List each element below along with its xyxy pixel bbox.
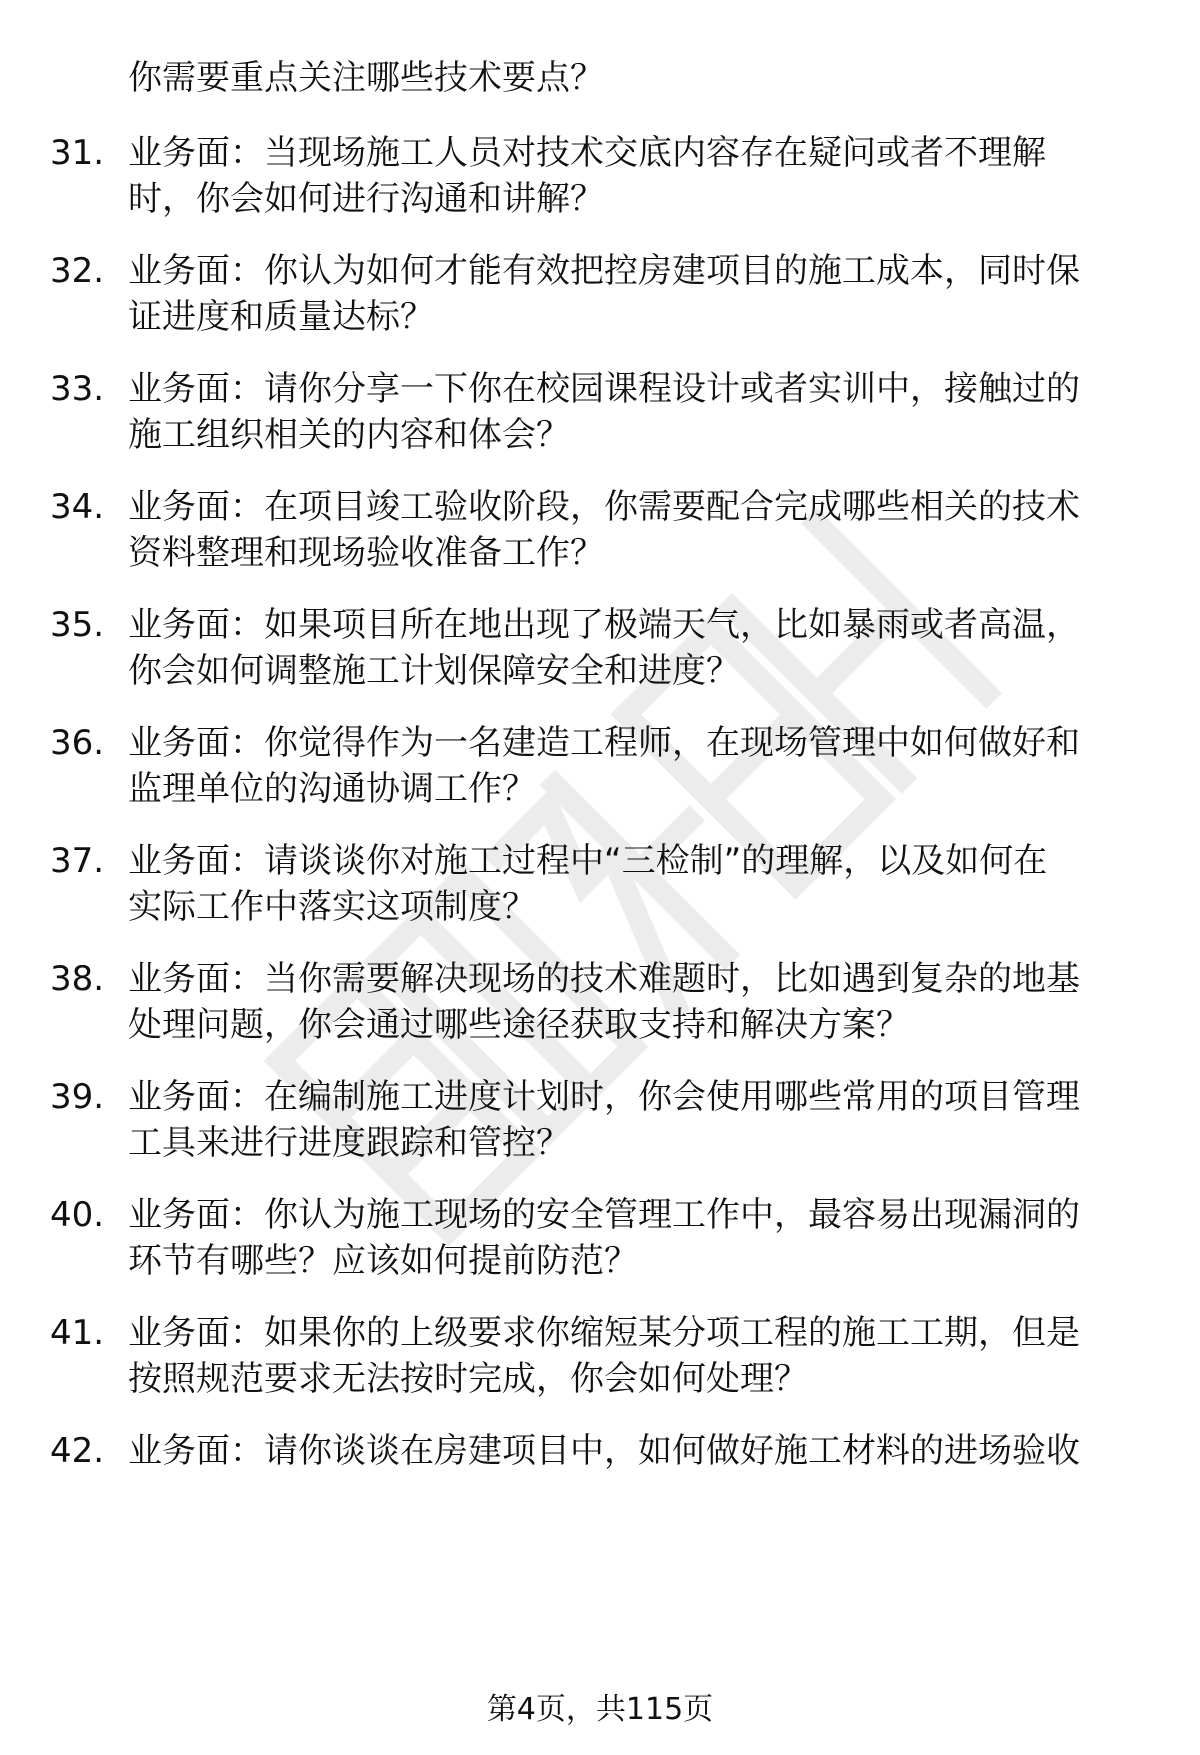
item-line-2: 按照规范要求无法按时完成，你会如何处理？ [128, 1359, 808, 1399]
item-number: 37. [50, 841, 105, 881]
item-line-2: 环节有哪些？应该如何提前防范？ [128, 1241, 638, 1281]
item-line-1: 业务面：在编制施工进度计划时，你会使用哪些常用的项目管理 [128, 1077, 1080, 1117]
item-number: 41. [50, 1313, 105, 1353]
item-line-2: 监理单位的沟通协调工作？ [128, 769, 536, 809]
item-line-1: 业务面：如果你的上级要求你缩短某分项工程的施工工期，但是 [128, 1313, 1080, 1353]
item-number: 40. [50, 1195, 105, 1235]
item-line-2: 处理问题，你会通过哪些途径获取支持和解决方案？ [128, 1005, 910, 1045]
item-line-1: 业务面：如果项目所在地出现了极端天气，比如暴雨或者高温， [128, 605, 1080, 645]
item-line-2: 证进度和质量达标？ [128, 297, 434, 337]
page-number: 第4页，共115页 [486, 1692, 714, 1727]
item-line-2: 你会如何调整施工计划保障安全和进度？ [128, 651, 740, 691]
item-line-1: 业务面：你觉得作为一名建造工程师，在现场管理中如何做好和 [128, 723, 1080, 763]
item-line-2: 资料整理和现场验收准备工作？ [128, 533, 604, 573]
item-line-2: 时，你会如何进行沟通和讲解？ [128, 179, 604, 219]
item-number: 32. [50, 251, 105, 291]
item-number: 38. [50, 959, 105, 999]
item-line-2: 工具来进行进度跟踪和管控？ [128, 1123, 570, 1163]
item-line-2: 实际工作中落实这项制度？ [128, 887, 536, 927]
item-number: 36. [50, 723, 105, 763]
lead-line: 你需要重点关注哪些技术要点？ [128, 58, 604, 98]
item-line-1: 业务面：请谈谈你对施工过程中“三检制”的理解，以及如何在 [128, 841, 1048, 881]
item-line-1: 业务面：当现场施工人员对技术交底内容存在疑问或者不理解 [128, 133, 1046, 173]
item-number: 34. [50, 487, 105, 527]
item-line-1: 业务面：在项目竣工验收阶段，你需要配合完成哪些相关的技术 [128, 487, 1080, 527]
item-number: 33. [50, 369, 105, 409]
item-line-1: 业务面：当你需要解决现场的技术难题时，比如遇到复杂的地基 [128, 959, 1080, 999]
item-line-1: 业务面：你认为如何才能有效把控房建项目的施工成本，同时保 [128, 251, 1080, 291]
item-number: 31. [50, 133, 105, 173]
item-line-2: 施工组织相关的内容和体会？ [128, 415, 570, 455]
item-line-1: 业务面：请你分享一下你在校园课程设计或者实训中，接触过的 [128, 369, 1080, 409]
item-number: 42. [50, 1431, 105, 1471]
item-number: 35. [50, 605, 105, 645]
item-line-1: 业务面：请你谈谈在房建项目中，如何做好施工材料的进场验收 [128, 1431, 1080, 1471]
item-line-1: 业务面：你认为施工现场的安全管理工作中，最容易出现漏洞的 [128, 1195, 1080, 1235]
item-number: 39. [50, 1077, 105, 1117]
